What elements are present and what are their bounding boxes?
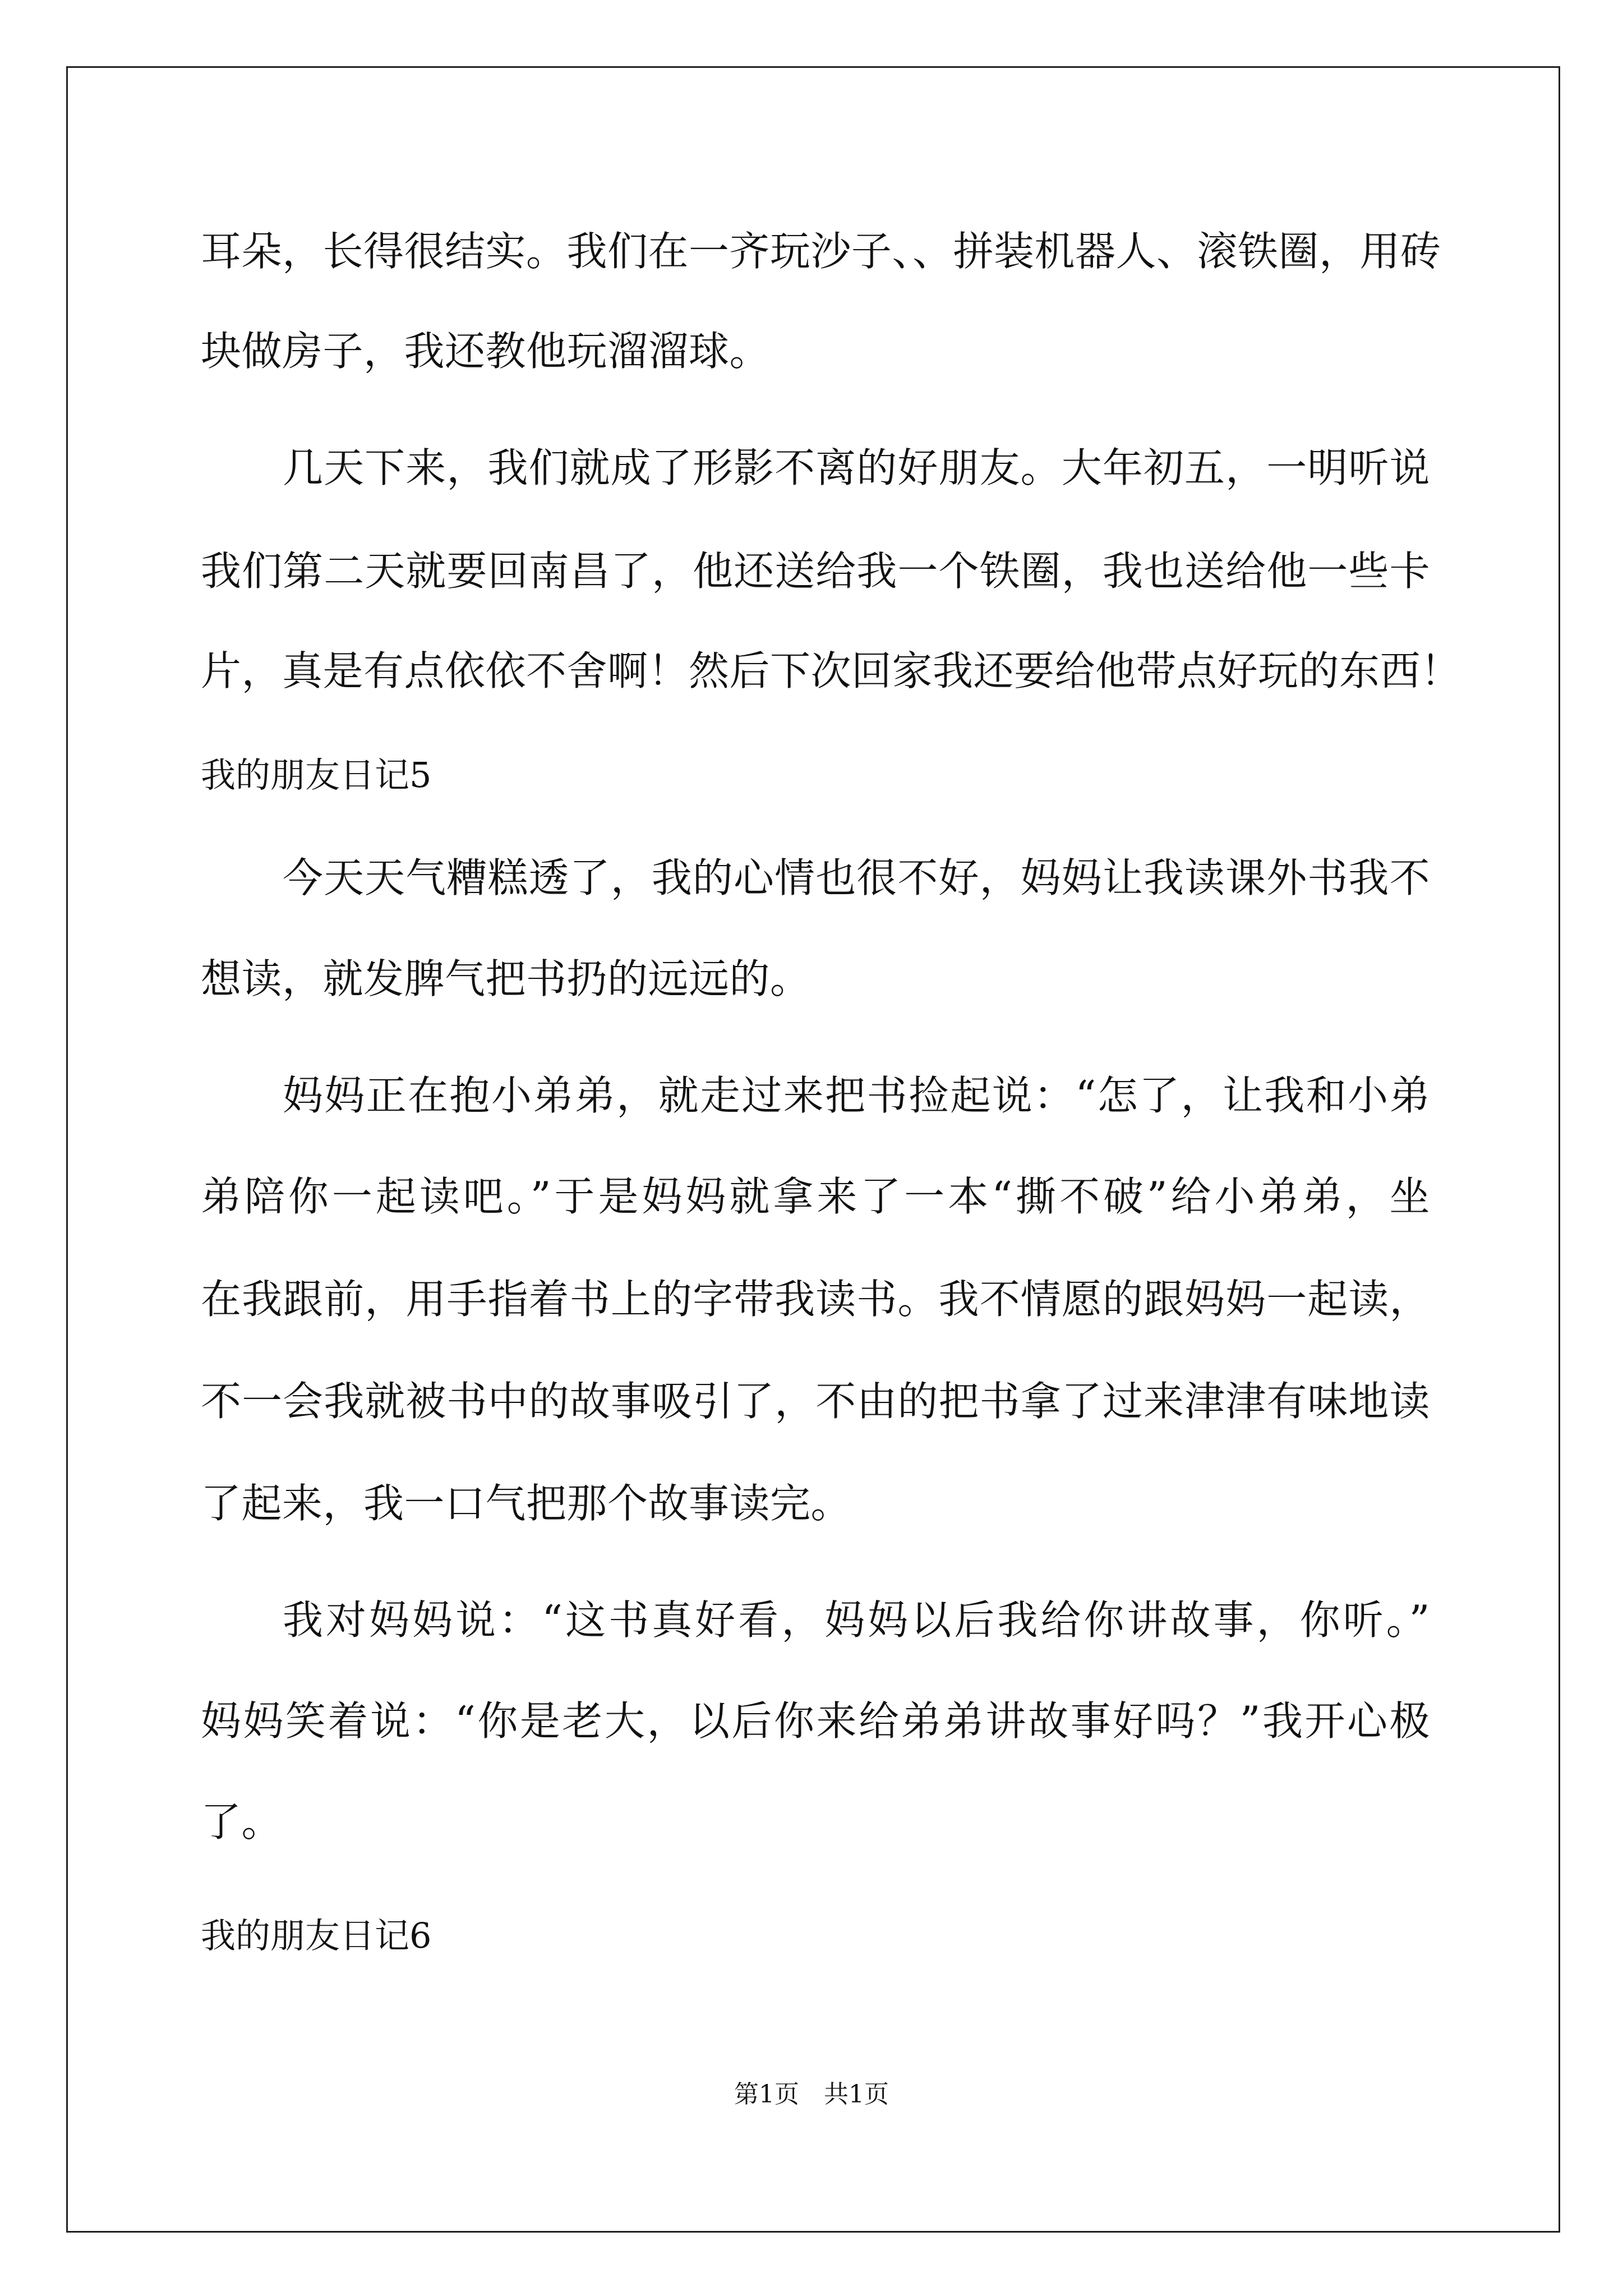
paragraph-line: 片，真是有点依依不舍啊！然后下次回家我还要给他带点好玩的东西！ — [201, 647, 1461, 694]
paragraph-line: 了起来，我一口气把那个故事读完。 — [201, 1480, 852, 1527]
paragraph-line: 弟陪你一起读吧。”于是妈妈就拿来了一本“撕不破”给小弟弟，坐 — [201, 1173, 1430, 1220]
paragraph-line: 今天天气糟糕透了，我的心情也很不好，妈妈让我读课外书我不 — [283, 854, 1430, 901]
section-heading: 我的朋友日记6 — [201, 1915, 432, 1956]
paragraph-line: 耳朵，长得很结实。我们在一齐玩沙子、、拼装机器人、滚铁圈，用砖 — [201, 228, 1441, 275]
paragraph-line: 块做房子，我还教他玩溜溜球。 — [201, 328, 771, 375]
paragraph-line: 妈妈笑着说：“你是老大，以后你来给弟弟讲故事好吗？”我开心极 — [201, 1697, 1430, 1745]
section-heading: 我的朋友日记5 — [201, 754, 432, 795]
paragraph-line: 在我跟前，用手指着书上的字带我读书。我不情愿的跟妈妈一起读， — [201, 1276, 1430, 1323]
paragraph-line: 几天下来，我们就成了形影不离的好朋友。大年初五，一明听说 — [283, 444, 1430, 491]
paragraph-line: 妈妈正在抱小弟弟，就走过来把书捡起说：“怎了，让我和小弟 — [283, 1072, 1430, 1119]
paragraph-line: 想读，就发脾气把书扔的远远的。 — [201, 955, 811, 1002]
page-border — [66, 66, 1560, 2233]
paragraph-line: 了。 — [201, 1798, 283, 1846]
paragraph-line: 不一会我就被书中的故事吸引了，不由的把书拿了过来津津有味地读 — [201, 1378, 1430, 1425]
paragraph-line: 我们第二天就要回南昌了，他还送给我一个铁圈，我也送给他一些卡 — [201, 547, 1430, 595]
page-number-footer: 第1页 共1页 — [734, 2080, 889, 2109]
paragraph-line: 我对妈妈说：“这书真好看，妈妈以后我给你讲故事，你听。” — [283, 1596, 1430, 1644]
